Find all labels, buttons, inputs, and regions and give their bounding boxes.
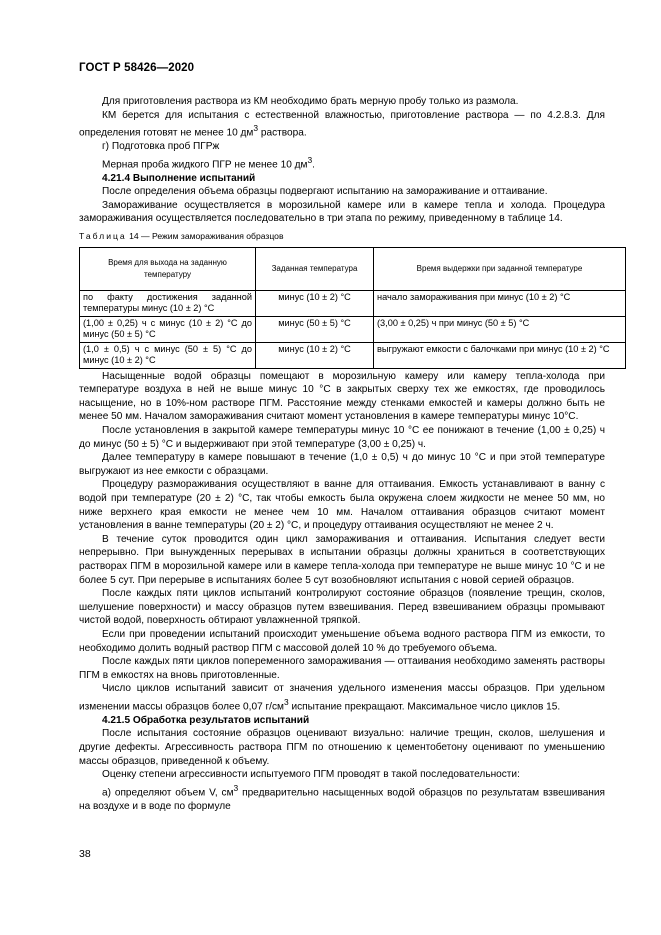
- table-row: [80, 290, 626, 316]
- table-cell: (3,00 ± 0,25) ч при минус (50 ± 5) °С: [374, 316, 626, 342]
- table-row: [80, 342, 626, 368]
- table-cell: по факту достижения заданной температуры минус (10 ± 2) °С: [80, 290, 256, 316]
- table-cell: минус (10 ± 2) °С: [256, 290, 374, 316]
- paragraph: Оценку степени агрессивности испытуемого ПГМ проводят в такой последовательности:: [102, 769, 520, 781]
- table-caption: Таблица 14 — Режим замораживания образцов: [79, 231, 284, 242]
- paragraph: Число циклов испытаний зависит от значения удельного изменения массы образцов. При удельном изменении массы образцов более 0,07 $г/см^3$ испытание прекращают. Максимальное число циклов 15.: [79, 683, 605, 713]
- table-cell: (1,0 ± 0,5) ч с минус (50 ± 5) °С до минус (10 ± 2) °С: [80, 342, 256, 368]
- document-body: [79, 95, 610, 813]
- paragraph: В течение суток проводится один цикл замораживания и оттаивания. Испытания следует вести непрерывно. При вынужденных перерывах в испытании образцы должны храниться в соответствующих растворах ПГМ в морозильной камере или в камере тепла-холода при температуре не выше минус 10 °С и не более 5 сут. При перерыве в испытаниях более 5 сут возобновляют испытания с новой серией образцов.: [79, 533, 605, 586]
- table-header-row: [80, 247, 626, 290]
- table-row: [80, 316, 626, 342]
- table-cell: выгружают емкости с балочками при минус (10 ± 2) °С: [374, 342, 626, 368]
- table-header-cell: Заданная температура: [256, 247, 374, 290]
- table-cell: (1,00 ± 0,25) ч с минус (10 ± 2) °С до минус (50 ± 5) °С: [80, 316, 256, 342]
- paragraph: После каждых пяти циклов попеременного замораживания — оттаивания необходимо заменять растворы ПГМ в емкостях на вновь приготовленные.: [79, 656, 605, 681]
- table-header-cell: Время выдержки при заданной температуре: [374, 247, 626, 290]
- paragraph: Далее температуру в камере повышают в течение (1,0 ± 0,5) ч до минус 10 °С и при этой температуре выгружают из нее емкости с образцами.: [79, 452, 605, 477]
- paragraph: а) определяют объем V, $см^3$ предварительно насыщенных водой образцов по результатам взвешивания на воздухе и в воде по формуле: [79, 782, 605, 812]
- document-header: ГОСТ Р 58426—2020: [79, 62, 195, 74]
- paragraph: После каждых пяти циклов испытаний контролируют состояние образцов (появление трещин, сколов, шелушение поверхности) и массу образцов путем взвешивания. Перед взвешиванием образцы промывают чистой водой, поверхность обтирают увлажненной тряпкой.: [79, 588, 605, 627]
- table-cell: минус (10 ± 2) °С: [256, 342, 374, 368]
- page-number: 38: [79, 848, 91, 860]
- table-cell: начало замораживания при минус (10 ± 2) °С: [374, 290, 626, 316]
- table-header-cell: Время для выхода на заданную температуру: [80, 247, 256, 290]
- table-cell: минус (50 ± 5) °С: [256, 316, 374, 342]
- paragraph: После испытания состояние образцов оценивают визуально: наличие трещин, сколов, шелушения и другие дефекты. Агрессивность раствора ПГМ по отношению к цементобетону оценивают по уменьшению массы образцов, приведенной к объему.: [79, 728, 605, 767]
- paragraph: После определения объема образцы подвергают испытанию на замораживание и оттаивание.: [102, 186, 548, 198]
- paragraph: Для приготовления раствора из КМ необходимо брать мерную пробу только из размола.: [102, 96, 519, 107]
- freezing-mode-table: [79, 247, 626, 369]
- paragraph: Насыщенные водой образцы помещают в морозильную камеру или камеру тепла-холода при температуре воздуха в ней не выше минус 10 °С в закрытых сверху тех же емкостях, где проводилось насыщение, но в 10%-ном растворе ПГМ. Расстояние между стенками емкостей и камеры должно быть не менее 50 мм. Началом замораживания считают момент установления в камере температуры минус 10°С.: [79, 370, 605, 423]
- section-heading: 4.21.5 Обработка результатов испытаний: [102, 714, 310, 726]
- section-heading: 4.21.4 Выполнение испытаний: [102, 172, 256, 184]
- paragraph: КМ берется для испытания с естественной влажностью, приготовление раствора — по 4.2.8.3. Для определения готовят не менее 10 $дм^3$ раствора.: [79, 109, 605, 139]
- paragraph: г) Подготовка проб ПГРж: [102, 141, 220, 153]
- paragraph: Мерная проба жидкого ПГР не менее 10 $дм^3$.: [102, 154, 315, 171]
- paragraph: После установления в закрытой камере температуры минус 10 °С ее понижают в течение (1,00 ± 0,25) ч до минус (50 ± 5) °С и выдерживают при этой температуре (3,00 ± 0,25) ч.: [79, 425, 605, 450]
- paragraph: Если при проведении испытаний происходит уменьшение объема водного раствора ПГМ из емкости, то необходимо долить водный раствор ПГМ с массовой долей 10 % до требуемого объема.: [79, 628, 605, 654]
- paragraph: Замораживание осуществляется в морозильной камере или в камере тепла и холода. Процедура замораживания осуществляется последовательно в три этапа по режиму, приведенному в таблице 14.: [79, 199, 605, 225]
- paragraph: Процедуру размораживания осуществляют в ванне для оттаивания. Емкость устанавливают в ванну с водой при температуре (20 ± 2) °С, так чтобы емкость была окружена слоем жидкости не менее 50 мм, но ниже верхнего края емкости не менее чем 10 мм. Началом оттаивания образцов считают момент установления в ванне температуры (20 ± 2) °С, и процедуру оттаивания осуществляют не менее 2 ч.: [79, 479, 605, 532]
